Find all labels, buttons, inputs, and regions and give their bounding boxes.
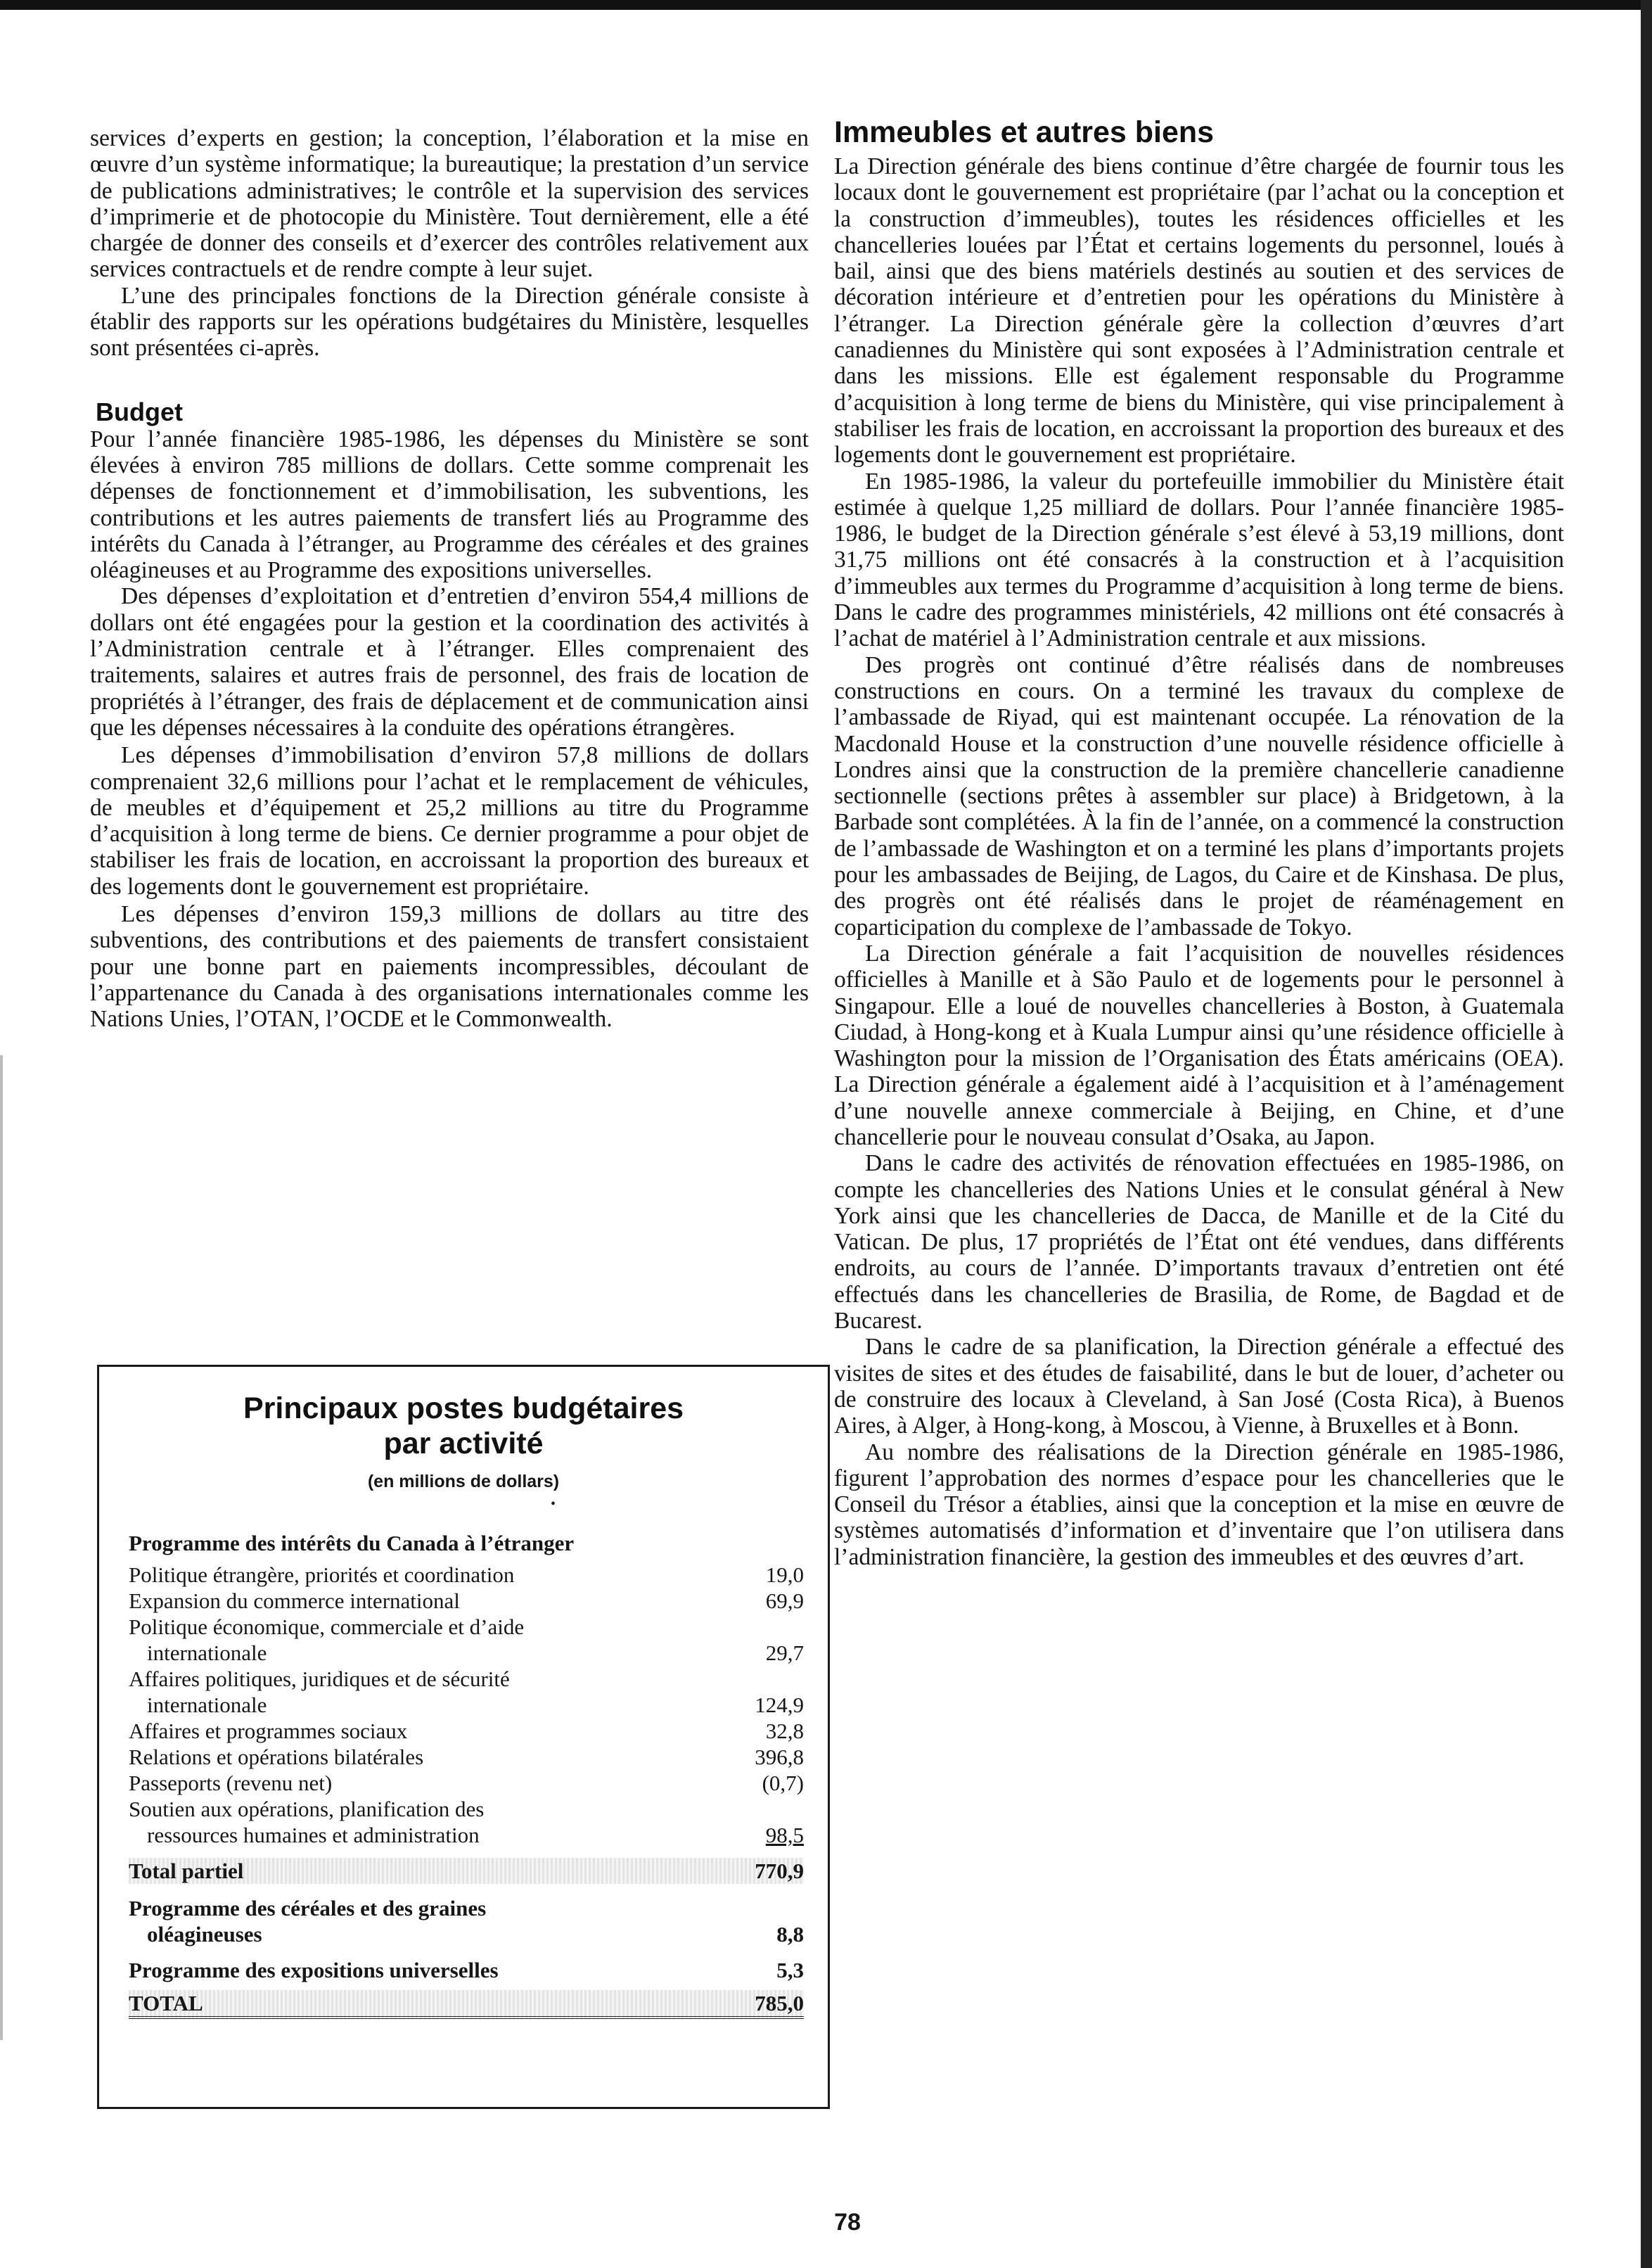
scan-top-edge [0, 0, 1652, 10]
paragraph: Dans le cadre des activités de rénovation effectuées en 1985-1986, on compte les chancelleries des Nations Unies et le consulat général à New York ainsi que les chancelleries de Dacca, de Manille et de la Cité du Vatican. De plus, 17 propriétés de l’État ont été vendues, dans différents endroits, au cours de l’année. D’importants travaux d’entretien ont été effectués dans les chancelleries de Brasilia, de Rome, de Bagdad et de Bucarest. [834, 1150, 1564, 1334]
budget-table-title [99, 1391, 828, 1461]
program-row [129, 1957, 804, 1983]
row-label: Politique économique, commerciale et d’aide [129, 1614, 525, 1639]
row-label: Soutien aux opérations, planification des [129, 1797, 485, 1821]
paragraph: La Direction générale a fait l’acquisition de nouvelles résidences officielles à Manille et à São Paulo et de logements pour le personnel à Singapour. Elle a loué de nouvelles chancelleries à Boston, à Guatemala Ciudad, à Hong-kong et à Kuala Lumpur ainsi qu’une résidence officielle à Washington pour la mission de l’Organisation des États américains (OEA). La Direction générale a également aidé à l’acquisition et à l’aménagement d’une nouvelle annexe commerciale à Beijing, en Chine, et d’une chancellerie pour le nouveau consulat d’Osaka, au Japon. [834, 940, 1564, 1150]
row-value: (0,7) [762, 1771, 804, 1795]
subtotal-row [129, 1858, 804, 1884]
paragraph: Des progrès ont continué d’être réalisés dans de nombreuses constructions en cours. On a terminé les travaux du complexe de l’ambassade de Riyad, qui est maintenant occupée. La rénovation de la Macdonald House et la construction d’une nouvelle résidence officielle à Londres ainsi que la construction de la première chancellerie canadienne sectionnelle (sections prêtes à assembler sur place) à Bridgetown, à la Barbade sont complétées. À la fin de l’année, on a commencé la construction de l’ambassade de Washington et on a terminé les plans d’importants projets pour les ambassades de Beijing, de Lagos, du Caire et de Kinshasa. De plus, des progrès ont été réalisés dans le projet de réaménagement en coparticipation du complexe de l’ambassade de Tokyo. [834, 651, 1564, 941]
row-label: Affaires politiques, juridiques et de sécurité [129, 1667, 510, 1691]
right-column [834, 113, 1564, 1570]
row-value: 32,8 [765, 1719, 804, 1743]
title-line: Principaux postes budgétaires [243, 1391, 684, 1425]
scan-right-edge [1641, 0, 1652, 2268]
page-number: 78 [834, 2209, 861, 2236]
budget-table-box [97, 1365, 830, 2109]
title-line: par activité [383, 1427, 544, 1460]
total-row [129, 1990, 804, 2019]
paragraph: Pour l’année financière 1985-1986, les dépenses du Ministère se sont élevées à environ 785 millions de dollars. Cette somme comprenait les dépenses de fonctionnement et d’immobilisation, les subventions, les contributions et les autres paiements de transfert liés au Programme des intérêts du Canada à l’étranger, au Programme des céréales et des graines oléagineuses et au Programme des expositions universelles. [90, 426, 809, 584]
paragraph: Dans le cadre de sa planification, la Direction générale a effectué des visites de sites et des études de faisabilité, dans le but de louer, d’acheter ou de construire des locaux à Cleveland, à San José (Costa Rica), à Buenos Aires, à Alger, à Hong-kong, à Moscou, à Vienne, à Bruxelles et à Bonn. [834, 1334, 1564, 1439]
paragraph: La Direction générale des biens continue d’être chargée de fournir tous les locaux dont le gouvernement est propriétaire (par l’achat ou la conception et la construction d’immeubles), toutes les résidences officielles et les chancelleries louées par l’État et certains logements du personnel, loués à bail, ainsi que des biens matériels destinés au soutien et des services de décoration intérieure et d’entretien pour les opérations du Ministère à l’étranger. La Direction générale gère la collection d’œuvres d’art canadiennes du Ministère qui sont exposées à l’Administration centrale et dans les missions. Elle est également responsable du Programme d’acquisition à long terme de biens du Ministère, qui vise principalement à stabiliser les frais de location, en accroissant la proportion des bureaux et des logements dont le gouvernement est propriétaire. [834, 153, 1564, 469]
program-label: oléagineuses [147, 1922, 262, 1947]
subtotal-value: 770,9 [755, 1859, 804, 1883]
row-label: internationale [147, 1641, 267, 1665]
row-value: 98,5 [765, 1823, 804, 1847]
paragraph: Les dépenses d’environ 159,3 millions de dollars au titre des subventions, des contributions et des paiements de transfert consistaient pour une bonne part en paiements incompressibles, découlant de l’appartenance du Canada à des organisations internationales comme les Nations Unies, l’OTAN, l’OCDE et le Commonwealth. [90, 901, 809, 1033]
section-heading-budget: Budget [96, 397, 183, 426]
paragraph: services d’experts en gestion; la conception, l’élaboration et la mise en œuvre d’un système informatique; la bureautique; la prestation d’un service de publications administratives; le contrôle et la supervision des services d’imprimerie et de photocopie du Ministère. Tout dernièrement, elle a été chargée de donner des conseils et d’exercer des contrôles relativement aux services contractuels et de rendre compte à leur sujet. [90, 125, 809, 283]
paragraph: Des dépenses d’exploitation et d’entretien d’environ 554,4 millions de dollars ont été engagées pour la gestion et la coordination des activités à l’Administration centrale et à l’étranger. Elles comprenaient des traitements, salaires et autres frais de personnel, des frais de location de propriétés à l’étranger, des frais de déplacement et de communication ainsi que les dépenses nécessaires à la conduite des opérations étrangères. [90, 583, 809, 741]
program-row [129, 1895, 804, 1921]
row-value: 29,7 [765, 1641, 804, 1665]
section-heading-immeubles: Immeubles et autres biens [834, 115, 1215, 149]
scan-left-shadow [0, 1055, 3, 2040]
program-heading-label: Programme des intérêts du Canada à l’étranger [129, 1531, 575, 1555]
program-value: 8,8 [776, 1922, 804, 1947]
table-row [129, 1718, 804, 1744]
program-label: Programme des expositions universelles [129, 1958, 499, 1982]
program-label: Programme des céréales et des graines [129, 1896, 487, 1920]
program-row-cont [129, 1921, 804, 1947]
subtotal-label: Total partiel [129, 1859, 244, 1883]
table-row [129, 1562, 804, 1588]
total-value: 785,0 [755, 1991, 804, 2015]
paragraph: Au nombre des réalisations de la Direction générale en 1985-1986, figurent l’approbation des normes d’espace pour les chancelleries que le Conseil du Trésor a établies, ainsi que la conception et la mise en œuvre de systèmes automatisés d’information et d’inventaire que l’on utilisera dans l’administration financière, la gestion des immeubles et des œuvres d’art. [834, 1439, 1564, 1570]
table-row [129, 1588, 804, 1614]
row-value: 124,9 [755, 1693, 804, 1717]
row-label: Affaires et programmes sociaux [129, 1719, 408, 1743]
table-row [129, 1614, 804, 1640]
row-label: Relations et opérations bilatérales [129, 1745, 424, 1769]
row-label: Expansion du commerce international [129, 1588, 460, 1613]
paragraph: L’une des principales fonctions de la Direction générale consiste à établir des rapports sur les opérations budgétaires du Ministère, lesquelles sont présentées ci-après. [90, 282, 809, 362]
row-label: Politique étrangère, priorités et coordination [129, 1562, 515, 1587]
row-value: 19,0 [765, 1562, 804, 1587]
left-column [90, 125, 809, 1033]
table-row [129, 1744, 804, 1770]
paragraph: Les dépenses d’immobilisation d’environ 57,8 millions de dollars comprenaient 32,6 millions pour l’achat et le remplacement de véhicules, de meubles et d’équipement et 25,2 millions au titre du Programme d’acquisition à long terme de biens. Ce dernier programme a pour objet de stabiliser les frais de location, en accroissant la proportion des bureaux et des logements dont le gouvernement est propriétaire. [90, 742, 809, 900]
table-row-cont [129, 1822, 804, 1848]
table-row-cont [129, 1640, 804, 1666]
table-row-cont [129, 1692, 804, 1718]
table-row [129, 1796, 804, 1822]
row-label: Passeports (revenu net) [129, 1771, 333, 1795]
budget-table [129, 1527, 804, 2019]
table-row [129, 1666, 804, 1692]
total-label: TOTAL [129, 1991, 203, 2015]
program-value: 5,3 [776, 1958, 804, 1982]
program-heading [129, 1530, 804, 1556]
budget-table-subtitle: (en millions de dollars) [367, 1472, 560, 1491]
row-value: 69,9 [765, 1588, 804, 1613]
table-row [129, 1770, 804, 1796]
row-value: 396,8 [755, 1745, 804, 1769]
row-label: ressources humaines et administration [147, 1823, 480, 1847]
row-label: internationale [147, 1693, 267, 1717]
paragraph: En 1985-1986, la valeur du portefeuille immobilier du Ministère était estimée à quelque 1,25 milliard de dollars. Pour l’année financière 1985-1986, le budget de la Direction générale s’est élevé à 53,19 millions, dont 31,75 millions ont été consacrés à la construction et à l’acquisition d’immeubles aux termes du Programme d’acquisition à long terme de biens. Dans le cadre des programmes ministériels, 42 millions ont été consacrés à l’achat de matériel à l’Administration centrale et aux missions. [834, 468, 1564, 652]
scan-speck: • [551, 1496, 556, 1512]
